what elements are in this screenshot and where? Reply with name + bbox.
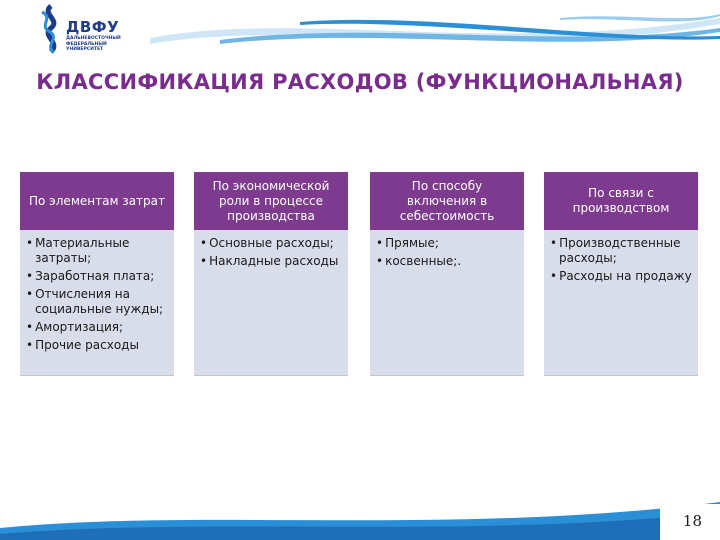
list-item: • Основные расходы; xyxy=(200,236,342,251)
list-item: • Амортизация; xyxy=(26,320,168,335)
list-item: • Заработная плата; xyxy=(26,269,168,284)
column-header: По элементам затрат xyxy=(20,172,174,230)
column-body xyxy=(370,230,524,376)
column-header: По связи с производством xyxy=(544,172,698,230)
list-item: • Расходы на продажу xyxy=(550,269,692,284)
list-item: • Накладные расходы xyxy=(200,254,342,269)
classification-columns xyxy=(20,172,700,378)
slide-title: КЛАССИФИКАЦИЯ РАСХОДОВ (ФУНКЦИОНАЛЬНАЯ) xyxy=(36,70,684,94)
column-header: По способу включения в себестоимость xyxy=(370,172,524,230)
list-item: • косвенные;. xyxy=(376,254,518,269)
column-economic-role xyxy=(194,172,348,376)
column-production-link xyxy=(544,172,698,376)
page-number: 18 xyxy=(682,512,702,530)
logo-emblem-icon xyxy=(36,4,66,54)
list-item: • Отчисления на социальные нужды; xyxy=(26,287,168,317)
list-item: • Производственные расходы; xyxy=(550,236,692,266)
list-item: • Материальные затраты; xyxy=(26,236,168,266)
column-header: По экономической роли в процессе производства xyxy=(194,172,348,230)
list-item: • Прямые; xyxy=(376,236,518,251)
column-body xyxy=(20,230,174,376)
column-cost-elements xyxy=(20,172,174,376)
column-body xyxy=(194,230,348,376)
list-item: • Прочие расходы xyxy=(26,338,168,353)
footer-wave-decoration xyxy=(0,498,720,540)
column-body xyxy=(544,230,698,376)
column-inclusion-method xyxy=(370,172,524,376)
university-logo xyxy=(36,4,136,56)
logo-name: ДВФУ xyxy=(66,18,120,36)
logo-subtitle: ДАЛЬНЕВОСТОЧНЫЙ ФЕДЕРАЛЬНЫЙ УНИВЕРСИТЕТ xyxy=(66,36,121,52)
